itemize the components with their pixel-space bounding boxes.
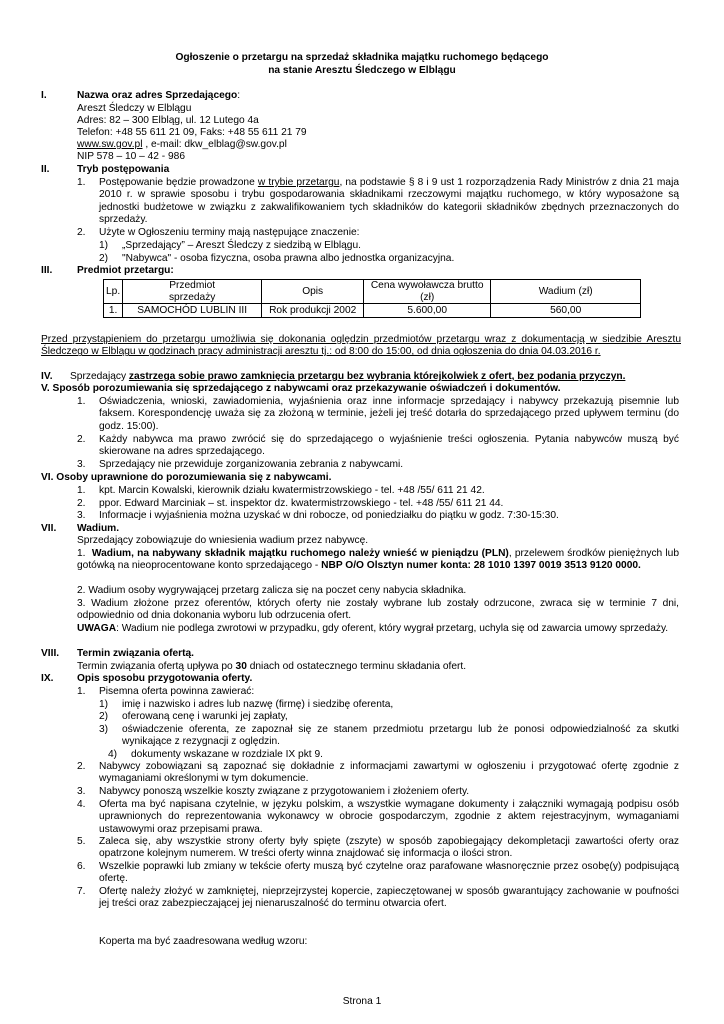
s9-p7-text: Ofertę należy złożyć w zamkniętej, nieprzejrzystej kopercie, zapieczętowanej w sposób gwarantujący zachowanie w poufności jej treści oraz zabezpieczającej jej nienaruszalność do terminu otwarcia ofert. [99,886,679,910]
table-cell: 1. [104,304,123,318]
s2-p2-2-text: "Nabywca" - osoba fizyczna, osoba prawna albo jednostka organizacyjna. [122,253,455,264]
s9-p4-number: 4. [77,799,86,810]
seller-contact [77,139,287,151]
s9-p7-number: 7. [77,886,86,897]
s9-p3-number: 3. [77,786,86,797]
s6-p2-number: 2. [77,498,86,509]
s9-p3-text: Nabywcy ponoszą wszelkie koszty związane z przygotowaniem i złożeniem oferty. [99,786,470,797]
s9-p1-3-number: 3) [99,724,109,735]
s7-warning: UWAGA: Wadium nie podlega zwrotowi w przypadku, gdy oferent, który wygrał przetarg, uchyla się od zawarcia umowy sprzedaży. [77,623,669,634]
items-table [103,279,641,318]
table-header-row [104,280,641,304]
s9-p2-number: 2. [77,761,86,772]
section-8-number: VIII. [41,648,60,659]
table-header-cell: Opis [262,280,364,304]
s9-p6-number: 6. [77,861,86,872]
section-7-heading: Wadium. [77,523,120,534]
section-2-number: II. [41,164,50,175]
envelope-note: Koperta ma być zaadresowana według wzoru: [99,936,308,947]
seller-nip: NIP 578 – 10 – 42 - 986 [77,151,185,162]
s2-p2-1-text: „Sprzedający” – Areszt Śledczy z siedzibą w Elblągu. [122,240,361,251]
section-1-number: I. [41,90,47,101]
seller-name: Areszt Śledczy w Elblągu [77,103,192,114]
section-3-heading: Predmiot przetargu: [77,265,174,276]
s7-p3-text: 3. Wadium złożone przez oferentów, których oferty nie zostały wybrane lub zostały odrzucone, zwraca się w terminie 7 dni, odpowiednio od dnia dokonania wyboru lub odrzucenia ofert. [77,598,679,622]
table-cell: 560,00 [491,304,641,318]
s7-p2-text: 2. Wadium osoby wygrywającej przetarg zalicza się na poczet ceny nabycia składnika. [77,585,467,596]
s8-text: Termin związania ofertą upływa po 30 dniach od ostatecznego terminu składania ofert. [77,661,467,672]
s2-p2-1-number: 1) [99,240,109,251]
s6-p3-text: Informacje i wyjaśnienia można uzyskać w dni robocze, od poniedziałku do piątku w godz. 7:30-15:30. [99,510,559,521]
s2-p1-number: 1. [77,177,86,188]
table-header-cell: Wadium (zł) [491,280,641,304]
table-cell: Rok produkcji 2002 [262,304,364,318]
s6-p2-text: ppor. Edward Marciniak – st. inspektor dz. kwatermistrzowskiego - tel. +48 /55/ 611 21 44. [99,498,504,509]
s6-p3-number: 3. [77,510,86,521]
table-header-cell: Przedmiot sprzedaży [123,280,262,304]
s9-p1-text: Pisemna oferta powinna zawierać: [99,686,255,697]
section-5-heading: V. Sposób porozumiewania się sprzedającego z nabywcami oraz przekazywanie oświadczeń i dokumentów. [41,383,561,394]
s7-intro: Sprzedający zobowiązuje do wniesienia wadium przez nabywcę. [77,535,369,546]
s2-p1-text: Postępowanie będzie prowadzone w trybie przetargu, na podstawie § 8 i 9 ust 1 rozporządzenia Rady Ministrów z dnia 21 maja 2010 r. w sprawie sposobu i trybu gospodarowania składnikami rzeczowymi majątku ruchomego, w który wyposażone są jednostki budżetowe w związku z zakwalifikowaniem tych składników do kategorii składników zbędnych przeznaczonych do sprzedaży. [99,177,679,226]
s9-p4-text: Oferta ma być napisana czytelnie, w języku polskim, a wszystkie wymagane dokumenty i załączniki wymagają podpisu osób uprawnionych do reprezentowania wykonawcy w obrocie gospodarczym, zgodnie z aktem rejestracyjnym, wymaganiami ustawowymi oraz przepisami prawa. [99,799,679,835]
document-title-line1: Ogłoszenie o przetargu na sprzedaż składnika majątku ruchomego będącego [175,52,549,63]
inspection-note: Przed przystąpieniem do przetargu umożliwia się dokonania oględzin przedmiotów przetargu wraz z dokumentacją w siedzibie Aresztu Śledczego w Elblągu w godzinach pracy administracji aresztu tj.: od 8:00 do 15:00, od dnia ogłoszenia do dnia 04.03.2016 r. [41,334,681,358]
seller-email: , e-mail: dkw_elblag@sw.gov.pl [142,139,287,150]
section-9-heading: Opis sposobu przygotowania oferty. [77,673,253,684]
s7-p1-text: 1. Wadium, na nabywany składnik majątku ruchomego należy wnieść w pieniądzu (PLN), przelewem środków pieniężnych lub gotówką na nieoprocentowane konto sprzedającego - NBP O/O Olsztyn numer konta: 28 1010 1397 0019 3513 9120 0000. [77,548,679,572]
s9-p5-number: 5. [77,836,86,847]
s9-p1-2-text: oferowaną cenę i warunki jej zapłaty, [122,711,288,722]
s5-p2-text: Każdy nabywca ma prawo zwrócić się do sprzedającego o wyjaśnienie treści ogłoszenia. Pytania nabywców muszą być skierowane na adres sprzedającego. [99,434,679,458]
section-9-number: IX. [41,673,54,684]
s2-p2-text: Użyte w Ogłoszeniu terminy mają następujące znaczenie: [99,227,360,238]
s9-p1-4-number: 4) [108,749,118,760]
s5-p1-number: 1. [77,396,86,407]
table-cell: SAMOCHÓD LUBLIN III [123,304,262,318]
s9-p1-1-number: 1) [99,699,109,710]
s9-p2-text: Nabywcy zobowiązani są zapoznać się dokładnie z informacjami zawartymi w ogłoszeniu i przygotować ofertę zgodnie z wymaganiami określonymi w tym dokumencie. [99,761,679,785]
s2-p2-number: 2. [77,227,86,238]
s5-p3-text: Sprzedający nie przewiduje zorganizowania zebrania z nabywcami. [99,459,404,470]
section-4-text: Sprzedający zastrzega sobie prawo zamknięcia przetargu bez wybrania którejkolwiek z ofert, bez podania przyczyn. [70,371,626,382]
s9-p1-3-text: oświadczenie oferenta, ze zapoznał się ze stanem przedmiotu przetargu lub że ponosi odpowiedzialność za skutki wynikające z rezygnacji z oględzin. [122,724,679,748]
s5-p1-text: Oświadczenia, wnioski, zawiadomienia, wyjaśnienia oraz inne informacje sprzedający i nabywcy przekazują pisemnie lub faksem. Korespondencję uważa się za złożoną w terminie, jeżeli jej treść dotarła do sprzedającego przed upływem terminu (do godz. 15:00). [99,396,679,432]
s9-p1-number: 1. [77,686,86,697]
s5-p3-number: 3. [77,459,86,470]
seller-phone: Telefon: +48 55 611 21 09, Faks: +48 55 611 21 79 [77,127,307,138]
table-row [104,304,641,318]
s9-p5-text: Zaleca się, aby wszystkie strony oferty były spięte (zszyte) w sposób zapobiegający dekompletacji zawartości oferty oraz opatrzone kolejnym numerem. W treści oferty winna znajdować się informacja o ilości stron. [99,836,679,860]
section-7-number: VII. [41,523,57,534]
s6-p1-text: kpt. Marcin Kowalski, kierownik działu kwatermistrzowskiego - tel. +48 /55/ 611 21 42. [99,485,485,496]
table-header-cell: Lp. [104,280,123,304]
s9-p1-4-text: dokumenty wskazane w rozdziale IX pkt 9. [131,749,323,760]
section-2-heading: Tryb postępowania [77,164,170,175]
s6-p1-number: 1. [77,485,86,496]
page-footer: Strona 1 [342,996,382,1007]
table-header-cell: Cena wywoławcza brutto (zł) [364,280,491,304]
section-3-number: III. [41,265,53,276]
website-link[interactable]: www.sw.gov.pl [77,139,143,150]
s9-p6-text: Wszelkie poprawki lub zmiany w tekście oferty muszą być czytelne oraz parafowane własnoręcznie przez osobę(y) podpisującą ofertę. [99,861,679,885]
s2-p2-2-number: 2) [99,253,109,264]
section-6-heading: VI. Osoby uprawnione do porozumiewania się z nabywcami. [41,472,332,483]
section-1-heading: Nazwa oraz adres Sprzedającego: [77,90,241,101]
section-8-heading: Termin związania ofertą. [77,648,194,659]
document-title-line2: na stanie Aresztu Śledczego w Elblągu [268,65,456,76]
seller-address: Adres: 82 – 300 Elbląg, ul. 12 Lutego 4a [77,115,259,126]
table-cell: 5.600,00 [364,304,491,318]
s9-p1-2-number: 2) [99,711,109,722]
section-4-number: IV. [41,371,53,382]
s5-p2-number: 2. [77,434,86,445]
s9-p1-1-text: imię i nazwisko i adres lub nazwę (firmę) i siedzibę oferenta, [122,699,394,710]
